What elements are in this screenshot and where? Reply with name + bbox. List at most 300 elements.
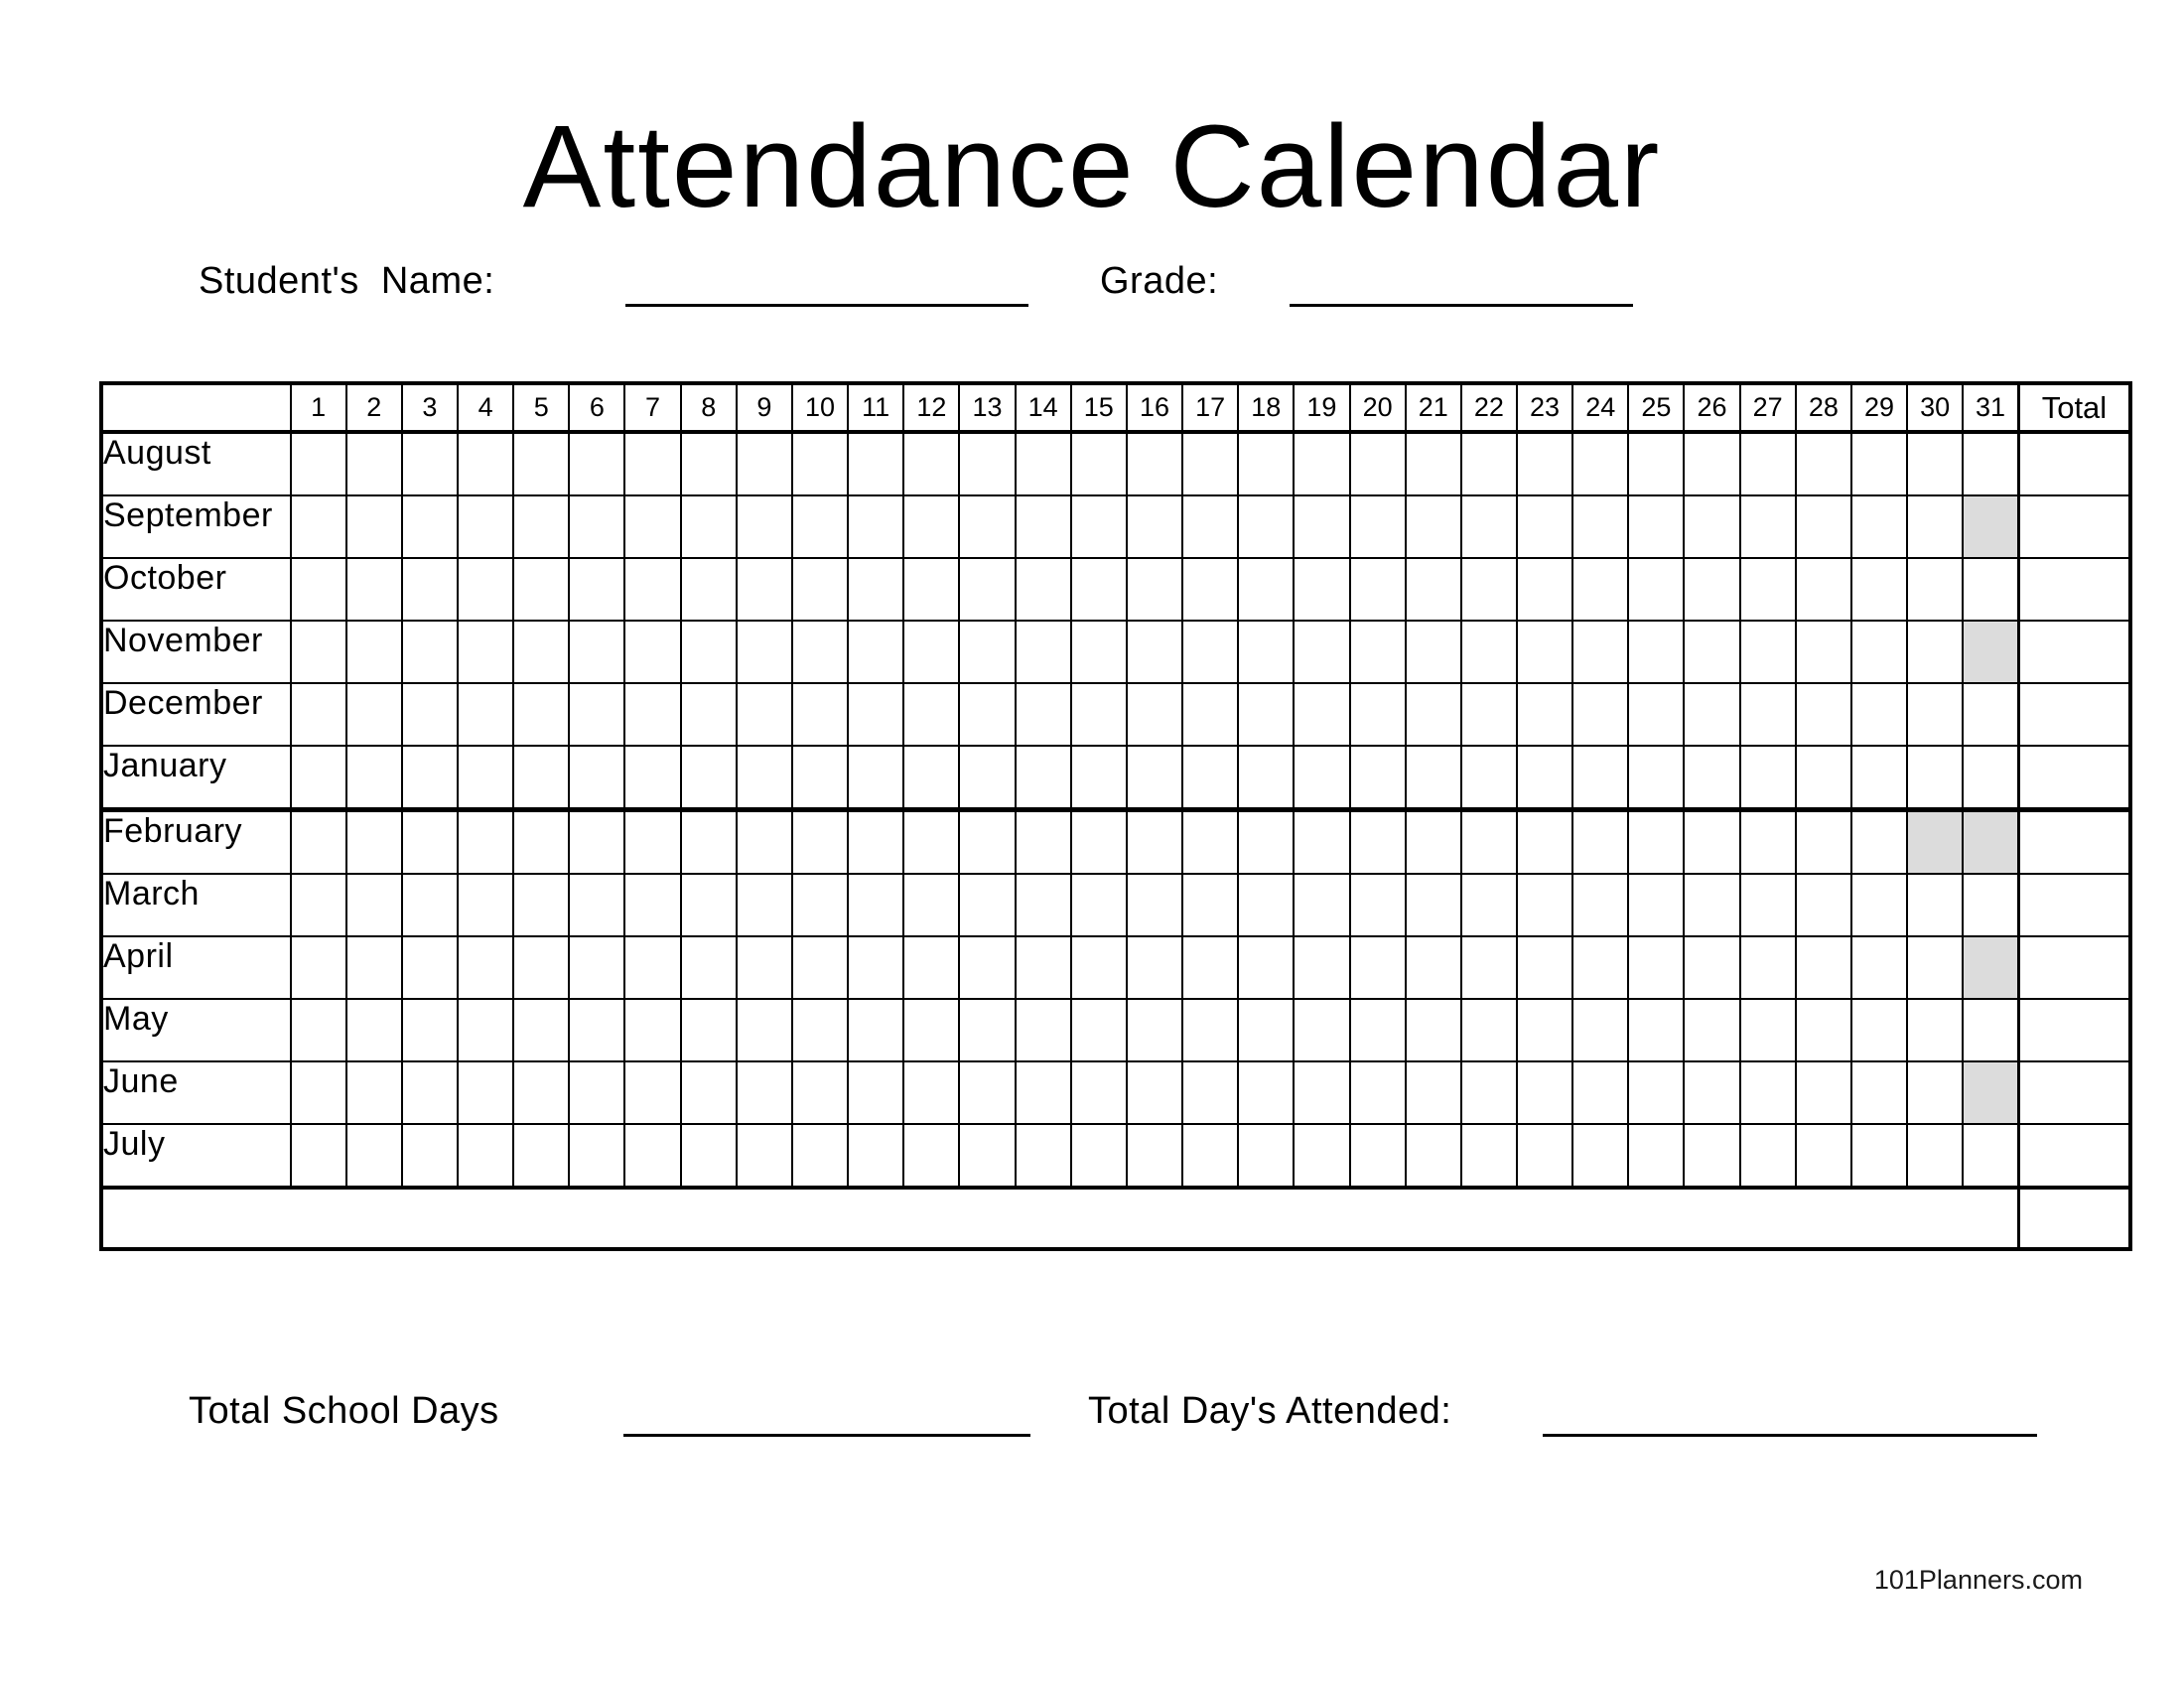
attendance-cell-january-8[interactable] bbox=[681, 746, 737, 810]
summary-row-cell[interactable] bbox=[101, 1188, 2018, 1249]
attendance-cell-october-6[interactable] bbox=[569, 558, 624, 621]
attendance-cell-july-11[interactable] bbox=[848, 1124, 903, 1188]
attendance-cell-august-2[interactable] bbox=[346, 432, 402, 495]
attendance-cell-february-28[interactable] bbox=[1796, 810, 1851, 875]
attendance-cell-august-7[interactable] bbox=[624, 432, 680, 495]
attendance-cell-february-26[interactable] bbox=[1684, 810, 1739, 875]
attendance-cell-november-6[interactable] bbox=[569, 621, 624, 683]
attendance-cell-february-5[interactable] bbox=[513, 810, 569, 875]
attendance-cell-december-18[interactable] bbox=[1238, 683, 1294, 746]
attendance-cell-october-3[interactable] bbox=[402, 558, 458, 621]
attendance-cell-april-3[interactable] bbox=[402, 936, 458, 999]
attendance-cell-april-14[interactable] bbox=[1016, 936, 1071, 999]
attendance-cell-july-17[interactable] bbox=[1182, 1124, 1238, 1188]
attendance-cell-june-26[interactable] bbox=[1684, 1061, 1739, 1124]
attendance-cell-january-26[interactable] bbox=[1684, 746, 1739, 810]
attendance-cell-july-24[interactable] bbox=[1572, 1124, 1628, 1188]
attendance-cell-november-21[interactable] bbox=[1406, 621, 1461, 683]
attendance-cell-february-14[interactable] bbox=[1016, 810, 1071, 875]
attendance-cell-october-4[interactable] bbox=[458, 558, 513, 621]
attendance-cell-october-9[interactable] bbox=[737, 558, 792, 621]
attendance-cell-november-26[interactable] bbox=[1684, 621, 1739, 683]
attendance-cell-september-3[interactable] bbox=[402, 495, 458, 558]
attendance-cell-january-11[interactable] bbox=[848, 746, 903, 810]
attendance-cell-june-8[interactable] bbox=[681, 1061, 737, 1124]
total-school-days-field[interactable] bbox=[623, 1386, 1030, 1437]
attendance-cell-july-15[interactable] bbox=[1071, 1124, 1127, 1188]
attendance-cell-july-18[interactable] bbox=[1238, 1124, 1294, 1188]
attendance-cell-april-8[interactable] bbox=[681, 936, 737, 999]
attendance-cell-october-27[interactable] bbox=[1740, 558, 1796, 621]
attendance-cell-august-9[interactable] bbox=[737, 432, 792, 495]
attendance-cell-may-11[interactable] bbox=[848, 999, 903, 1061]
attendance-cell-july-12[interactable] bbox=[903, 1124, 959, 1188]
attendance-cell-april-28[interactable] bbox=[1796, 936, 1851, 999]
attendance-cell-may-3[interactable] bbox=[402, 999, 458, 1061]
attendance-cell-august-26[interactable] bbox=[1684, 432, 1739, 495]
attendance-cell-may-6[interactable] bbox=[569, 999, 624, 1061]
summary-total-cell[interactable] bbox=[2018, 1188, 2130, 1249]
attendance-cell-april-1[interactable] bbox=[291, 936, 346, 999]
attendance-cell-april-26[interactable] bbox=[1684, 936, 1739, 999]
month-total-cell-february[interactable] bbox=[2018, 810, 2130, 875]
attendance-cell-december-15[interactable] bbox=[1071, 683, 1127, 746]
attendance-cell-december-12[interactable] bbox=[903, 683, 959, 746]
attendance-cell-june-12[interactable] bbox=[903, 1061, 959, 1124]
month-total-cell-december[interactable] bbox=[2018, 683, 2130, 746]
attendance-cell-december-3[interactable] bbox=[402, 683, 458, 746]
attendance-cell-january-16[interactable] bbox=[1127, 746, 1182, 810]
attendance-cell-february-13[interactable] bbox=[959, 810, 1015, 875]
attendance-cell-february-16[interactable] bbox=[1127, 810, 1182, 875]
attendance-cell-july-22[interactable] bbox=[1461, 1124, 1517, 1188]
attendance-cell-january-15[interactable] bbox=[1071, 746, 1127, 810]
attendance-cell-september-22[interactable] bbox=[1461, 495, 1517, 558]
attendance-cell-august-24[interactable] bbox=[1572, 432, 1628, 495]
attendance-cell-august-14[interactable] bbox=[1016, 432, 1071, 495]
attendance-cell-april-19[interactable] bbox=[1294, 936, 1349, 999]
attendance-cell-august-4[interactable] bbox=[458, 432, 513, 495]
attendance-cell-october-7[interactable] bbox=[624, 558, 680, 621]
month-total-cell-june[interactable] bbox=[2018, 1061, 2130, 1124]
attendance-cell-january-10[interactable] bbox=[792, 746, 848, 810]
attendance-cell-september-9[interactable] bbox=[737, 495, 792, 558]
attendance-cell-june-14[interactable] bbox=[1016, 1061, 1071, 1124]
attendance-cell-november-10[interactable] bbox=[792, 621, 848, 683]
attendance-cell-february-27[interactable] bbox=[1740, 810, 1796, 875]
attendance-cell-may-1[interactable] bbox=[291, 999, 346, 1061]
attendance-cell-march-17[interactable] bbox=[1182, 874, 1238, 936]
attendance-cell-august-3[interactable] bbox=[402, 432, 458, 495]
attendance-cell-june-13[interactable] bbox=[959, 1061, 1015, 1124]
attendance-cell-april-20[interactable] bbox=[1350, 936, 1406, 999]
attendance-cell-may-10[interactable] bbox=[792, 999, 848, 1061]
attendance-cell-march-16[interactable] bbox=[1127, 874, 1182, 936]
total-days-attended-field[interactable] bbox=[1543, 1386, 2037, 1437]
attendance-cell-november-29[interactable] bbox=[1851, 621, 1907, 683]
attendance-cell-may-18[interactable] bbox=[1238, 999, 1294, 1061]
month-total-cell-may[interactable] bbox=[2018, 999, 2130, 1061]
attendance-cell-july-16[interactable] bbox=[1127, 1124, 1182, 1188]
attendance-cell-march-27[interactable] bbox=[1740, 874, 1796, 936]
attendance-cell-september-4[interactable] bbox=[458, 495, 513, 558]
attendance-cell-january-13[interactable] bbox=[959, 746, 1015, 810]
attendance-cell-february-2[interactable] bbox=[346, 810, 402, 875]
attendance-cell-december-26[interactable] bbox=[1684, 683, 1739, 746]
attendance-cell-june-25[interactable] bbox=[1628, 1061, 1684, 1124]
attendance-cell-april-7[interactable] bbox=[624, 936, 680, 999]
attendance-cell-may-15[interactable] bbox=[1071, 999, 1127, 1061]
attendance-cell-march-12[interactable] bbox=[903, 874, 959, 936]
attendance-cell-april-12[interactable] bbox=[903, 936, 959, 999]
attendance-cell-august-23[interactable] bbox=[1517, 432, 1572, 495]
attendance-cell-june-7[interactable] bbox=[624, 1061, 680, 1124]
attendance-cell-february-7[interactable] bbox=[624, 810, 680, 875]
attendance-cell-july-27[interactable] bbox=[1740, 1124, 1796, 1188]
attendance-cell-july-31[interactable] bbox=[1963, 1124, 2018, 1188]
attendance-cell-june-27[interactable] bbox=[1740, 1061, 1796, 1124]
attendance-cell-july-5[interactable] bbox=[513, 1124, 569, 1188]
attendance-cell-january-1[interactable] bbox=[291, 746, 346, 810]
attendance-cell-december-7[interactable] bbox=[624, 683, 680, 746]
attendance-cell-june-11[interactable] bbox=[848, 1061, 903, 1124]
attendance-cell-december-20[interactable] bbox=[1350, 683, 1406, 746]
attendance-cell-april-5[interactable] bbox=[513, 936, 569, 999]
attendance-cell-march-6[interactable] bbox=[569, 874, 624, 936]
attendance-cell-august-5[interactable] bbox=[513, 432, 569, 495]
attendance-cell-june-30[interactable] bbox=[1907, 1061, 1963, 1124]
attendance-cell-february-6[interactable] bbox=[569, 810, 624, 875]
attendance-cell-october-21[interactable] bbox=[1406, 558, 1461, 621]
attendance-cell-may-27[interactable] bbox=[1740, 999, 1796, 1061]
attendance-cell-may-19[interactable] bbox=[1294, 999, 1349, 1061]
attendance-cell-january-30[interactable] bbox=[1907, 746, 1963, 810]
attendance-cell-november-17[interactable] bbox=[1182, 621, 1238, 683]
attendance-cell-october-23[interactable] bbox=[1517, 558, 1572, 621]
attendance-cell-december-4[interactable] bbox=[458, 683, 513, 746]
grade-field[interactable] bbox=[1290, 256, 1633, 307]
attendance-cell-march-20[interactable] bbox=[1350, 874, 1406, 936]
attendance-cell-december-25[interactable] bbox=[1628, 683, 1684, 746]
attendance-cell-march-25[interactable] bbox=[1628, 874, 1684, 936]
attendance-cell-march-7[interactable] bbox=[624, 874, 680, 936]
attendance-cell-january-19[interactable] bbox=[1294, 746, 1349, 810]
attendance-cell-october-29[interactable] bbox=[1851, 558, 1907, 621]
attendance-cell-april-16[interactable] bbox=[1127, 936, 1182, 999]
attendance-cell-march-21[interactable] bbox=[1406, 874, 1461, 936]
attendance-cell-april-30[interactable] bbox=[1907, 936, 1963, 999]
attendance-cell-may-8[interactable] bbox=[681, 999, 737, 1061]
attendance-cell-september-18[interactable] bbox=[1238, 495, 1294, 558]
attendance-cell-february-18[interactable] bbox=[1238, 810, 1294, 875]
attendance-cell-december-30[interactable] bbox=[1907, 683, 1963, 746]
attendance-cell-may-20[interactable] bbox=[1350, 999, 1406, 1061]
attendance-cell-july-4[interactable] bbox=[458, 1124, 513, 1188]
attendance-cell-april-18[interactable] bbox=[1238, 936, 1294, 999]
attendance-cell-august-18[interactable] bbox=[1238, 432, 1294, 495]
attendance-cell-october-12[interactable] bbox=[903, 558, 959, 621]
attendance-cell-october-30[interactable] bbox=[1907, 558, 1963, 621]
attendance-cell-october-2[interactable] bbox=[346, 558, 402, 621]
attendance-cell-january-29[interactable] bbox=[1851, 746, 1907, 810]
attendance-cell-july-10[interactable] bbox=[792, 1124, 848, 1188]
attendance-cell-october-31[interactable] bbox=[1963, 558, 2018, 621]
attendance-cell-december-6[interactable] bbox=[569, 683, 624, 746]
attendance-cell-january-22[interactable] bbox=[1461, 746, 1517, 810]
attendance-cell-january-14[interactable] bbox=[1016, 746, 1071, 810]
attendance-cell-november-5[interactable] bbox=[513, 621, 569, 683]
attendance-cell-june-2[interactable] bbox=[346, 1061, 402, 1124]
attendance-cell-december-16[interactable] bbox=[1127, 683, 1182, 746]
attendance-cell-december-5[interactable] bbox=[513, 683, 569, 746]
attendance-cell-december-22[interactable] bbox=[1461, 683, 1517, 746]
attendance-cell-january-27[interactable] bbox=[1740, 746, 1796, 810]
attendance-cell-december-21[interactable] bbox=[1406, 683, 1461, 746]
attendance-cell-november-13[interactable] bbox=[959, 621, 1015, 683]
attendance-cell-july-25[interactable] bbox=[1628, 1124, 1684, 1188]
attendance-cell-september-12[interactable] bbox=[903, 495, 959, 558]
attendance-cell-august-30[interactable] bbox=[1907, 432, 1963, 495]
month-total-cell-march[interactable] bbox=[2018, 874, 2130, 936]
attendance-cell-june-28[interactable] bbox=[1796, 1061, 1851, 1124]
attendance-cell-november-16[interactable] bbox=[1127, 621, 1182, 683]
attendance-cell-march-10[interactable] bbox=[792, 874, 848, 936]
attendance-cell-march-30[interactable] bbox=[1907, 874, 1963, 936]
attendance-cell-january-5[interactable] bbox=[513, 746, 569, 810]
attendance-cell-february-22[interactable] bbox=[1461, 810, 1517, 875]
attendance-cell-may-28[interactable] bbox=[1796, 999, 1851, 1061]
attendance-cell-april-10[interactable] bbox=[792, 936, 848, 999]
attendance-cell-july-23[interactable] bbox=[1517, 1124, 1572, 1188]
attendance-cell-october-16[interactable] bbox=[1127, 558, 1182, 621]
attendance-cell-august-16[interactable] bbox=[1127, 432, 1182, 495]
attendance-cell-march-15[interactable] bbox=[1071, 874, 1127, 936]
attendance-cell-february-12[interactable] bbox=[903, 810, 959, 875]
attendance-cell-september-28[interactable] bbox=[1796, 495, 1851, 558]
student-name-field[interactable] bbox=[625, 256, 1028, 307]
attendance-cell-april-2[interactable] bbox=[346, 936, 402, 999]
attendance-cell-january-2[interactable] bbox=[346, 746, 402, 810]
attendance-cell-may-25[interactable] bbox=[1628, 999, 1684, 1061]
attendance-cell-november-18[interactable] bbox=[1238, 621, 1294, 683]
attendance-cell-january-24[interactable] bbox=[1572, 746, 1628, 810]
attendance-cell-december-1[interactable] bbox=[291, 683, 346, 746]
attendance-cell-november-14[interactable] bbox=[1016, 621, 1071, 683]
attendance-cell-april-21[interactable] bbox=[1406, 936, 1461, 999]
attendance-cell-june-6[interactable] bbox=[569, 1061, 624, 1124]
attendance-cell-june-29[interactable] bbox=[1851, 1061, 1907, 1124]
attendance-cell-july-21[interactable] bbox=[1406, 1124, 1461, 1188]
attendance-cell-july-2[interactable] bbox=[346, 1124, 402, 1188]
attendance-cell-march-24[interactable] bbox=[1572, 874, 1628, 936]
attendance-cell-october-15[interactable] bbox=[1071, 558, 1127, 621]
attendance-cell-september-25[interactable] bbox=[1628, 495, 1684, 558]
attendance-cell-june-18[interactable] bbox=[1238, 1061, 1294, 1124]
attendance-cell-march-19[interactable] bbox=[1294, 874, 1349, 936]
attendance-cell-july-7[interactable] bbox=[624, 1124, 680, 1188]
attendance-cell-september-29[interactable] bbox=[1851, 495, 1907, 558]
attendance-cell-september-8[interactable] bbox=[681, 495, 737, 558]
attendance-cell-september-20[interactable] bbox=[1350, 495, 1406, 558]
attendance-cell-january-25[interactable] bbox=[1628, 746, 1684, 810]
attendance-cell-february-10[interactable] bbox=[792, 810, 848, 875]
attendance-cell-january-3[interactable] bbox=[402, 746, 458, 810]
attendance-cell-march-3[interactable] bbox=[402, 874, 458, 936]
attendance-cell-september-30[interactable] bbox=[1907, 495, 1963, 558]
attendance-cell-october-14[interactable] bbox=[1016, 558, 1071, 621]
attendance-cell-july-26[interactable] bbox=[1684, 1124, 1739, 1188]
attendance-cell-august-19[interactable] bbox=[1294, 432, 1349, 495]
attendance-cell-june-9[interactable] bbox=[737, 1061, 792, 1124]
attendance-cell-january-6[interactable] bbox=[569, 746, 624, 810]
month-total-cell-november[interactable] bbox=[2018, 621, 2130, 683]
attendance-cell-december-17[interactable] bbox=[1182, 683, 1238, 746]
attendance-cell-august-10[interactable] bbox=[792, 432, 848, 495]
attendance-cell-june-5[interactable] bbox=[513, 1061, 569, 1124]
attendance-cell-april-23[interactable] bbox=[1517, 936, 1572, 999]
attendance-cell-november-30[interactable] bbox=[1907, 621, 1963, 683]
attendance-cell-november-9[interactable] bbox=[737, 621, 792, 683]
attendance-cell-april-11[interactable] bbox=[848, 936, 903, 999]
attendance-cell-february-11[interactable] bbox=[848, 810, 903, 875]
attendance-cell-june-1[interactable] bbox=[291, 1061, 346, 1124]
attendance-cell-october-1[interactable] bbox=[291, 558, 346, 621]
attendance-cell-november-15[interactable] bbox=[1071, 621, 1127, 683]
attendance-cell-november-4[interactable] bbox=[458, 621, 513, 683]
attendance-cell-september-11[interactable] bbox=[848, 495, 903, 558]
attendance-cell-july-6[interactable] bbox=[569, 1124, 624, 1188]
attendance-cell-may-13[interactable] bbox=[959, 999, 1015, 1061]
attendance-cell-december-13[interactable] bbox=[959, 683, 1015, 746]
attendance-cell-february-17[interactable] bbox=[1182, 810, 1238, 875]
attendance-cell-may-17[interactable] bbox=[1182, 999, 1238, 1061]
attendance-cell-september-6[interactable] bbox=[569, 495, 624, 558]
attendance-cell-january-21[interactable] bbox=[1406, 746, 1461, 810]
attendance-cell-july-13[interactable] bbox=[959, 1124, 1015, 1188]
attendance-cell-may-30[interactable] bbox=[1907, 999, 1963, 1061]
attendance-cell-january-17[interactable] bbox=[1182, 746, 1238, 810]
attendance-cell-november-20[interactable] bbox=[1350, 621, 1406, 683]
attendance-cell-august-13[interactable] bbox=[959, 432, 1015, 495]
attendance-cell-june-3[interactable] bbox=[402, 1061, 458, 1124]
month-total-cell-april[interactable] bbox=[2018, 936, 2130, 999]
attendance-cell-may-12[interactable] bbox=[903, 999, 959, 1061]
attendance-cell-july-9[interactable] bbox=[737, 1124, 792, 1188]
attendance-cell-november-8[interactable] bbox=[681, 621, 737, 683]
attendance-cell-december-11[interactable] bbox=[848, 683, 903, 746]
attendance-cell-april-27[interactable] bbox=[1740, 936, 1796, 999]
attendance-cell-december-10[interactable] bbox=[792, 683, 848, 746]
attendance-cell-february-29[interactable] bbox=[1851, 810, 1907, 875]
attendance-cell-february-23[interactable] bbox=[1517, 810, 1572, 875]
attendance-cell-february-20[interactable] bbox=[1350, 810, 1406, 875]
month-total-cell-october[interactable] bbox=[2018, 558, 2130, 621]
attendance-cell-december-24[interactable] bbox=[1572, 683, 1628, 746]
attendance-cell-may-29[interactable] bbox=[1851, 999, 1907, 1061]
attendance-cell-july-14[interactable] bbox=[1016, 1124, 1071, 1188]
attendance-cell-april-4[interactable] bbox=[458, 936, 513, 999]
attendance-cell-november-28[interactable] bbox=[1796, 621, 1851, 683]
attendance-cell-june-23[interactable] bbox=[1517, 1061, 1572, 1124]
attendance-cell-june-10[interactable] bbox=[792, 1061, 848, 1124]
attendance-cell-april-13[interactable] bbox=[959, 936, 1015, 999]
attendance-cell-may-23[interactable] bbox=[1517, 999, 1572, 1061]
attendance-cell-january-12[interactable] bbox=[903, 746, 959, 810]
attendance-cell-september-14[interactable] bbox=[1016, 495, 1071, 558]
attendance-cell-january-20[interactable] bbox=[1350, 746, 1406, 810]
attendance-cell-may-4[interactable] bbox=[458, 999, 513, 1061]
attendance-cell-march-8[interactable] bbox=[681, 874, 737, 936]
attendance-cell-april-25[interactable] bbox=[1628, 936, 1684, 999]
attendance-cell-october-11[interactable] bbox=[848, 558, 903, 621]
attendance-cell-september-21[interactable] bbox=[1406, 495, 1461, 558]
attendance-cell-may-21[interactable] bbox=[1406, 999, 1461, 1061]
attendance-cell-march-5[interactable] bbox=[513, 874, 569, 936]
attendance-cell-april-15[interactable] bbox=[1071, 936, 1127, 999]
attendance-cell-april-24[interactable] bbox=[1572, 936, 1628, 999]
attendance-cell-september-15[interactable] bbox=[1071, 495, 1127, 558]
attendance-cell-february-19[interactable] bbox=[1294, 810, 1349, 875]
attendance-cell-september-5[interactable] bbox=[513, 495, 569, 558]
attendance-cell-august-20[interactable] bbox=[1350, 432, 1406, 495]
attendance-cell-april-22[interactable] bbox=[1461, 936, 1517, 999]
month-total-cell-july[interactable] bbox=[2018, 1124, 2130, 1188]
attendance-cell-august-1[interactable] bbox=[291, 432, 346, 495]
attendance-cell-august-21[interactable] bbox=[1406, 432, 1461, 495]
attendance-cell-july-30[interactable] bbox=[1907, 1124, 1963, 1188]
attendance-cell-november-2[interactable] bbox=[346, 621, 402, 683]
attendance-cell-december-8[interactable] bbox=[681, 683, 737, 746]
attendance-cell-november-12[interactable] bbox=[903, 621, 959, 683]
attendance-cell-june-4[interactable] bbox=[458, 1061, 513, 1124]
attendance-cell-october-20[interactable] bbox=[1350, 558, 1406, 621]
attendance-cell-march-13[interactable] bbox=[959, 874, 1015, 936]
attendance-cell-november-1[interactable] bbox=[291, 621, 346, 683]
attendance-cell-july-8[interactable] bbox=[681, 1124, 737, 1188]
attendance-cell-february-1[interactable] bbox=[291, 810, 346, 875]
attendance-cell-march-31[interactable] bbox=[1963, 874, 2018, 936]
attendance-cell-february-25[interactable] bbox=[1628, 810, 1684, 875]
month-total-cell-january[interactable] bbox=[2018, 746, 2130, 810]
attendance-cell-march-18[interactable] bbox=[1238, 874, 1294, 936]
attendance-cell-september-16[interactable] bbox=[1127, 495, 1182, 558]
attendance-cell-may-24[interactable] bbox=[1572, 999, 1628, 1061]
attendance-cell-june-16[interactable] bbox=[1127, 1061, 1182, 1124]
attendance-cell-september-23[interactable] bbox=[1517, 495, 1572, 558]
attendance-cell-november-23[interactable] bbox=[1517, 621, 1572, 683]
attendance-cell-december-19[interactable] bbox=[1294, 683, 1349, 746]
attendance-cell-september-17[interactable] bbox=[1182, 495, 1238, 558]
attendance-cell-october-22[interactable] bbox=[1461, 558, 1517, 621]
attendance-cell-october-28[interactable] bbox=[1796, 558, 1851, 621]
attendance-cell-september-1[interactable] bbox=[291, 495, 346, 558]
attendance-cell-february-8[interactable] bbox=[681, 810, 737, 875]
attendance-cell-october-13[interactable] bbox=[959, 558, 1015, 621]
attendance-cell-august-11[interactable] bbox=[848, 432, 903, 495]
attendance-cell-march-11[interactable] bbox=[848, 874, 903, 936]
attendance-cell-november-3[interactable] bbox=[402, 621, 458, 683]
attendance-cell-june-17[interactable] bbox=[1182, 1061, 1238, 1124]
attendance-cell-february-21[interactable] bbox=[1406, 810, 1461, 875]
attendance-cell-december-9[interactable] bbox=[737, 683, 792, 746]
attendance-cell-march-4[interactable] bbox=[458, 874, 513, 936]
attendance-cell-december-23[interactable] bbox=[1517, 683, 1572, 746]
attendance-cell-march-9[interactable] bbox=[737, 874, 792, 936]
attendance-cell-september-2[interactable] bbox=[346, 495, 402, 558]
attendance-cell-may-14[interactable] bbox=[1016, 999, 1071, 1061]
attendance-cell-december-29[interactable] bbox=[1851, 683, 1907, 746]
attendance-cell-march-26[interactable] bbox=[1684, 874, 1739, 936]
